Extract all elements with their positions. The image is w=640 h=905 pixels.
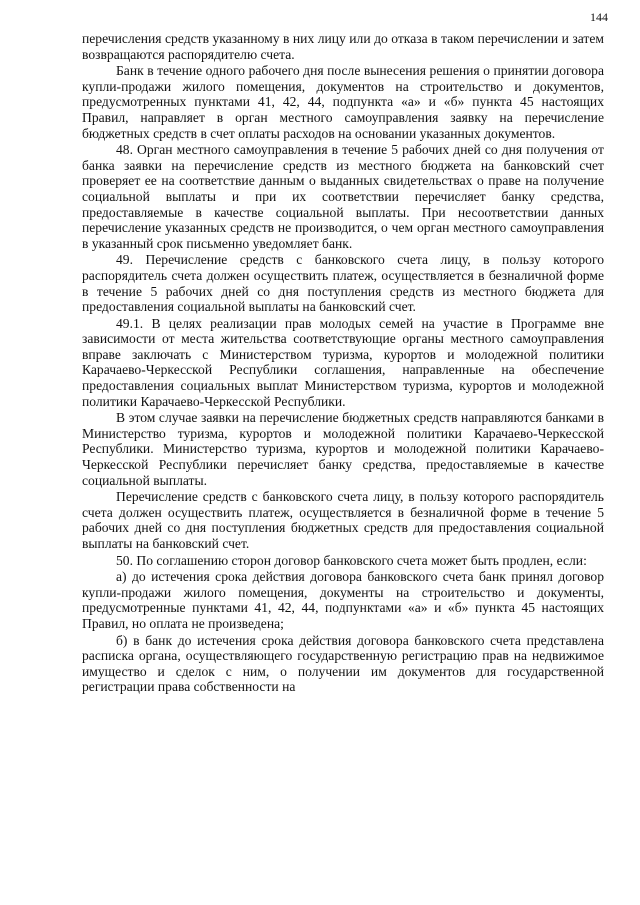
paragraph-50-a: а) до истечения срока действия договора банковского счета банк принял договор купли-продажи жилого помещения, документы на строительство и документы, предусмотренные пунктами 41, 42, 44, подпунктами «а» и «б» пункта 45 настоящих Правил, но оплата не произведена; [82,569,604,631]
paragraph-ministry-requests: В этом случае заявки на перечисление бюджетных средств направляются банками в Министерство туризма, курортов и молодежной политики Карачаево-Черкесской Республики. Министерство туризма, курортов и молодежной политики Карачаево-Черкесской Республики перечисляет банку средства, предоставляемые в качестве социальной выплаты. [82,410,604,488]
paragraph-bank-request: Банк в течение одного рабочего дня после вынесения решения о принятии договора купли-продажи жилого помещения, документов на строительство и документов, предусмотренных пунктами 41, 42, 44, подпункта «а» и «б» пункта 45 настоящих Правил, направляет в орган местного самоуправления заявку на перечисление бюджетных средств в счет оплаты расходов на основании указанных документов. [82,63,604,141]
paragraph-48: 48. Орган местного самоуправления в течение 5 рабочих дней со дня получения от банка заявки на перечисление средств из местного бюджета на банковский счет проверяет ее на соответствие данным о выданных свидетельствах о праве на получение социальной выплаты и при их соответствии перечисляет банку средства, предоставляемые в качестве социальной выплаты. При несоответствии данных перечисление указанных средств не производится, о чем орган местного самоуправления в указанный срок письменно уведомляет банк. [82,142,604,251]
paragraph-continuation: перечисления средств указанному в них лицу или до отказа в таком перечислении и затем возвращаются распорядителю счета. [82,31,604,62]
paragraph-transfer: Перечисление средств с банковского счета лицу, в пользу которого распорядитель счета должен осуществить платеж, осуществляется в безналичной форме в течение 5 рабочих дней со дня поступления бюджетных средств для предоставления социальной выплаты на банковский счет. [82,489,604,551]
paragraph-50-b: б) в банк до истечения срока действия договора банковского счета представлена расписка органа, осуществляющего государственную регистрацию прав на недвижимое имущество и сделок с ним, о получении им документов для государственной регистрации права собственности на [82,632,604,695]
page-number: 144 [590,10,608,24]
paragraph-49: 49. Перечисление средств с банковского счета лицу, в пользу которого распорядитель счета должен осуществить платеж, осуществляется в безналичной форме в течение 5 рабочих дней со дня поступления средств из местного бюджета для предоставления социальной выплаты на банковский счет. [82,252,604,315]
paragraph-50: 50. По соглашению сторон договор банковского счета может быть продлен, если: [116,552,587,568]
document-body [82,31,604,695]
paragraph-49-1: 49.1. В целях реализации прав молодых семей на участие в Программе вне зависимости от места жительства соответствующие органы местного самоуправления вправе заключать с Министерством туризма, курортов и молодежной политики Карачаево-Черкесской Республики соглашения, направленные на обеспечение предоставления социальных выплат Министерством туризма, курортов и молодежной политики Карачаево-Черкесской Республики. [82,315,604,409]
